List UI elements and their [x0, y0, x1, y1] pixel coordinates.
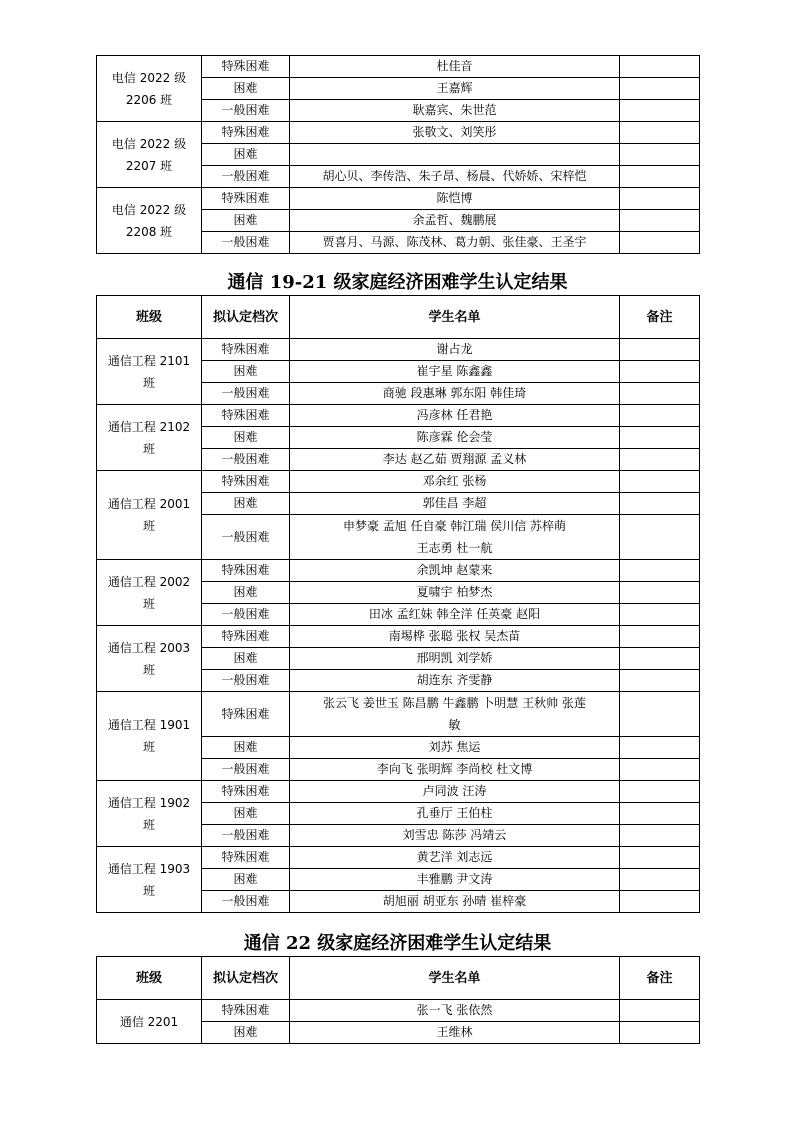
level-cell: 一般困难 [202, 515, 290, 560]
table-row [97, 560, 700, 582]
student-names-cell: 刘苏 焦运 [290, 737, 620, 759]
class-name-cell: 电信 2022 级 2206 班 [97, 56, 202, 122]
note-cell [620, 383, 700, 405]
note-cell [620, 210, 700, 232]
level-cell: 一般困难 [202, 383, 290, 405]
level-cell: 特殊困难 [202, 692, 290, 737]
table-body [97, 1000, 700, 1044]
level-cell: 特殊困难 [202, 188, 290, 210]
note-cell [620, 670, 700, 692]
student-names-cell: 余凯坤 赵蒙来 [290, 560, 620, 582]
table-row [97, 122, 700, 144]
table-19-21 [96, 295, 700, 913]
note-cell [620, 1022, 700, 1044]
class-name-cell: 通信工程 1902 班 [97, 781, 202, 847]
table-row [97, 188, 700, 210]
table-row [97, 339, 700, 361]
level-cell: 特殊困难 [202, 471, 290, 493]
student-names-cell: 胡旭丽 胡亚东 孙晴 崔梓豪 [290, 891, 620, 913]
note-cell [620, 144, 700, 166]
level-cell: 一般困难 [202, 604, 290, 626]
student-names-cell: 崔宇星 陈鑫鑫 [290, 361, 620, 383]
level-cell: 一般困难 [202, 759, 290, 781]
section-title-19-21: 通信 19-21 级家庭经济困难学生认定结果 [227, 272, 568, 293]
note-cell [620, 582, 700, 604]
note-cell [620, 847, 700, 869]
note-cell [620, 232, 700, 254]
header-note: 备注 [620, 957, 700, 1000]
note-cell [620, 339, 700, 361]
student-names-cell: 邢明凯 刘学娇 [290, 648, 620, 670]
level-cell: 困难 [202, 144, 290, 166]
level-cell: 一般困难 [202, 825, 290, 847]
level-cell: 特殊困难 [202, 122, 290, 144]
student-names-cell: 余孟哲、魏鹏展 [290, 210, 620, 232]
header-note: 备注 [620, 296, 700, 339]
student-names-cell: 黄艺洋 刘志远 [290, 847, 620, 869]
class-name-cell: 通信工程 2101 班 [97, 339, 202, 405]
note-cell [620, 825, 700, 847]
table-row [97, 471, 700, 493]
student-names-cell: 张一飞 张依然 [290, 1000, 620, 1022]
note-cell [620, 1000, 700, 1022]
table-22 [96, 956, 700, 1044]
student-names-cell: 陈恺博 [290, 188, 620, 210]
note-cell [620, 78, 700, 100]
note-cell [620, 803, 700, 825]
student-names-cell: 胡心贝、李传浩、朱子昂、杨晨、代娇娇、宋梓恺 [290, 166, 620, 188]
student-names-cell: 张敬文、刘笑彤 [290, 122, 620, 144]
note-cell [620, 781, 700, 803]
header-class: 班级 [97, 296, 202, 339]
level-cell: 困难 [202, 648, 290, 670]
level-cell: 特殊困难 [202, 626, 290, 648]
class-name-cell: 通信工程 2002 班 [97, 560, 202, 626]
student-names-cell: 田冰 孟红妹 韩全洋 任英豪 赵阳 [290, 604, 620, 626]
table-row [97, 692, 700, 737]
note-cell [620, 737, 700, 759]
table-body [97, 339, 700, 913]
student-names-cell: 谢占龙 [290, 339, 620, 361]
student-names-cell: 李向飞 张明辉 李尚校 杜文博 [290, 759, 620, 781]
level-cell: 特殊困难 [202, 405, 290, 427]
note-cell [620, 471, 700, 493]
student-names-cell: 胡连东 齐雯静 [290, 670, 620, 692]
level-cell: 特殊困难 [202, 1000, 290, 1022]
student-names-cell: 冯彦林 任君艳 [290, 405, 620, 427]
student-names-cell: 郭佳昌 李超 [290, 493, 620, 515]
level-cell: 困难 [202, 210, 290, 232]
level-cell: 特殊困难 [202, 847, 290, 869]
note-cell [620, 493, 700, 515]
table-row [97, 1000, 700, 1022]
student-names-cell: 申梦豪 孟旭 任自豪 韩江瑞 侯川信 苏梓萌 王志勇 杜一航 [290, 515, 620, 560]
table-row [97, 847, 700, 869]
header-class: 班级 [97, 957, 202, 1000]
note-cell [620, 560, 700, 582]
level-cell: 一般困难 [202, 670, 290, 692]
student-names-cell: 杜佳音 [290, 56, 620, 78]
note-cell [620, 122, 700, 144]
student-names-cell: 丰雅鹏 尹文涛 [290, 869, 620, 891]
student-names-cell: 南埸桦 张聪 张权 吴杰苗 [290, 626, 620, 648]
level-cell: 一般困难 [202, 891, 290, 913]
table-body [97, 56, 700, 254]
note-cell [620, 648, 700, 670]
student-names-cell [290, 144, 620, 166]
level-cell: 困难 [202, 582, 290, 604]
student-names-cell: 王维林 [290, 1022, 620, 1044]
student-names-cell: 刘雪忠 陈莎 冯靖云 [290, 825, 620, 847]
student-names-cell: 耿嘉宾、朱世范 [290, 100, 620, 122]
note-cell [620, 427, 700, 449]
class-name-cell: 电信 2022 级 2207 班 [97, 122, 202, 188]
level-cell: 困难 [202, 78, 290, 100]
student-names-cell: 夏啸宇 柏梦杰 [290, 582, 620, 604]
level-cell: 困难 [202, 803, 290, 825]
student-names-cell: 王嘉辉 [290, 78, 620, 100]
note-cell [620, 759, 700, 781]
header-names: 学生名单 [290, 296, 620, 339]
level-cell: 一般困难 [202, 449, 290, 471]
class-name-cell: 通信 2201 [97, 1000, 202, 1044]
note-cell [620, 405, 700, 427]
class-name-cell: 通信工程 1903 班 [97, 847, 202, 913]
note-cell [620, 166, 700, 188]
class-name-cell: 电信 2022 级 2208 班 [97, 188, 202, 254]
header-level: 拟认定档次 [202, 957, 290, 1000]
note-cell [620, 692, 700, 737]
note-cell [620, 891, 700, 913]
section-title-22: 通信 22 级家庭经济困难学生认定结果 [243, 933, 552, 954]
table-row [97, 781, 700, 803]
header-level: 拟认定档次 [202, 296, 290, 339]
student-names-cell: 邓余红 张杨 [290, 471, 620, 493]
level-cell: 困难 [202, 737, 290, 759]
note-cell [620, 188, 700, 210]
note-cell [620, 56, 700, 78]
class-name-cell: 通信工程 2003 班 [97, 626, 202, 692]
student-names-cell: 孔垂厅 王伯柱 [290, 803, 620, 825]
level-cell: 困难 [202, 869, 290, 891]
note-cell [620, 361, 700, 383]
note-cell [620, 626, 700, 648]
note-cell [620, 449, 700, 471]
note-cell [620, 869, 700, 891]
table-2022-continued [96, 55, 700, 254]
student-names-cell: 陈彦霖 伦会莹 [290, 427, 620, 449]
level-cell: 特殊困难 [202, 560, 290, 582]
class-name-cell: 通信工程 2102 班 [97, 405, 202, 471]
student-names-cell: 卢同波 汪涛 [290, 781, 620, 803]
level-cell: 一般困难 [202, 166, 290, 188]
level-cell: 特殊困难 [202, 56, 290, 78]
level-cell: 一般困难 [202, 232, 290, 254]
level-cell: 困难 [202, 427, 290, 449]
student-names-cell: 商驰 段惠琳 郭东阳 韩佳琦 [290, 383, 620, 405]
header-row [97, 296, 700, 339]
student-names-cell: 李达 赵乙茹 贾翔源 孟义林 [290, 449, 620, 471]
class-name-cell: 通信工程 2001 班 [97, 471, 202, 560]
level-cell: 特殊困难 [202, 781, 290, 803]
level-cell: 一般困难 [202, 100, 290, 122]
level-cell: 特殊困难 [202, 339, 290, 361]
level-cell: 困难 [202, 361, 290, 383]
note-cell [620, 100, 700, 122]
student-names-cell: 张云飞 姜世玉 陈昌鹏 牛鑫鹏 卜明慧 王秋帅 张莲 敏 [290, 692, 620, 737]
note-cell [620, 515, 700, 560]
note-cell [620, 604, 700, 626]
header-row [97, 957, 700, 1000]
header-names: 学生名单 [290, 957, 620, 1000]
class-name-cell: 通信工程 1901 班 [97, 692, 202, 781]
table-row [97, 626, 700, 648]
level-cell: 困难 [202, 493, 290, 515]
student-names-cell: 贾喜月、马源、陈茂林、葛力朝、张佳豪、王圣宇 [290, 232, 620, 254]
level-cell: 困难 [202, 1022, 290, 1044]
table-row [97, 56, 700, 78]
table-row [97, 405, 700, 427]
